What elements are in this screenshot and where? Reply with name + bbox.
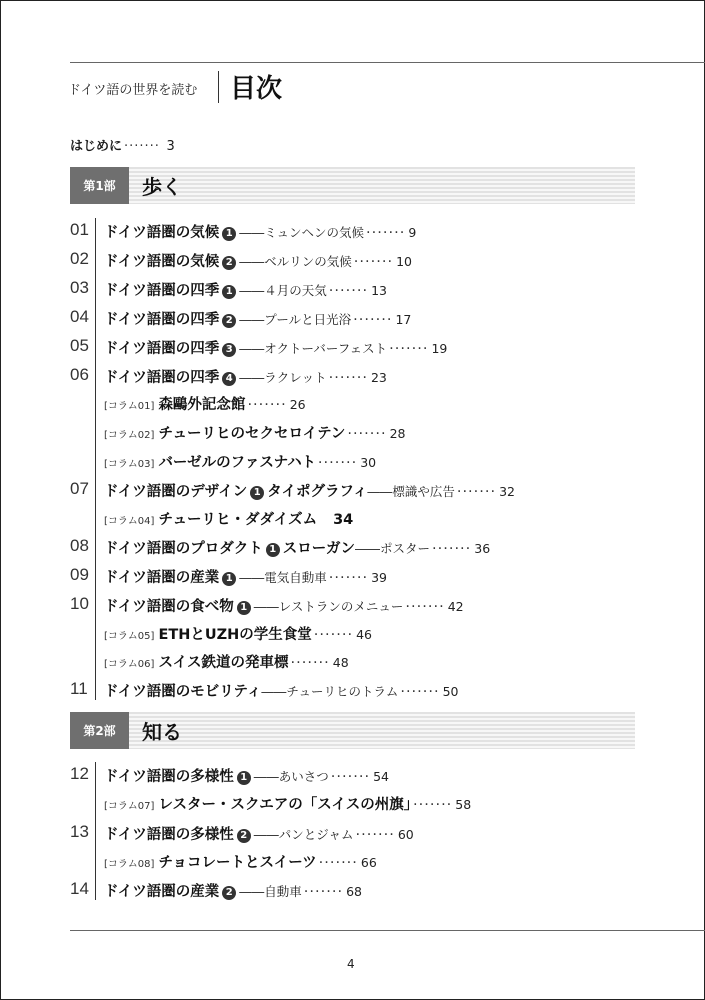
page-title: 目次 [230,74,283,104]
toc-chapter-entry[interactable] [70,363,670,389]
entry-subtitle: チューリヒのトラム [286,684,399,699]
entry-title: ドイツ語圏の気候 [104,254,220,270]
toc-chapter-entry[interactable] [70,477,670,503]
column-tag: [コラム02] [104,430,155,441]
leader-dots: ······· [405,599,445,615]
leader-dots: ······· [317,455,358,471]
leader-dots: ······· [400,684,440,700]
toc-column-entry[interactable] [70,448,670,474]
entry-text [104,480,515,501]
chapter-number: 03 [70,278,89,297]
leader-dots: ······· [313,627,354,643]
leader-dots: ······· [389,341,429,357]
entry-page: 46 [356,627,372,642]
entry-page: 26 [289,397,306,412]
part-header-2 [70,712,635,749]
entry-subtitle: ベルリンの気候 [264,254,352,269]
leader-dots: ······· [330,769,371,785]
part-number-badge: 2 [237,829,251,843]
entry-text [104,595,464,616]
entry-page: 23 [370,370,387,385]
top-rule [70,62,705,63]
part-header-1 [70,167,635,204]
toc-column-entry[interactable] [70,419,670,445]
leader-dots: ······· [366,225,406,241]
intro-title: はじめに [70,139,123,154]
entry-title-secondary: タイポグラフィ [267,484,368,500]
entry-title: ドイツ語圏のプロダクト [104,541,263,557]
entry-page: 48 [332,655,349,670]
toc-chapter-entry[interactable] [70,305,670,331]
entry-dash: ―― [367,484,393,499]
leader-dots: ······· [353,312,393,328]
leader-dots: ······· [247,397,287,413]
entry-text [104,851,377,872]
entry-title-secondary: スローガン [282,541,355,557]
toc-chapter-entry[interactable] [70,334,670,360]
toc-chapter-entry[interactable] [70,877,670,903]
entry-page: 60 [397,827,414,842]
toc-column-entry[interactable] [70,390,670,416]
entry-text [104,680,459,701]
leader-dots: ······· [347,426,387,442]
column-tag: [コラム01] [104,401,155,412]
part-band [129,167,635,204]
leader-dots: ······· [355,827,395,843]
entry-dash: ―― [239,341,265,356]
entry-text [104,221,416,242]
toc-chapter-entry[interactable] [70,592,670,618]
part-number-badge: 2 [222,256,236,270]
entry-page: 10 [396,254,412,269]
column-tag: [コラム07] [104,801,155,812]
entry-page: 28 [389,426,406,441]
part-number-badge: 1 [222,572,236,586]
entry-subtitle: ポスター [380,541,431,556]
chapter-number: 10 [70,594,89,613]
entry-title: ドイツ語圏の四季 [104,312,220,328]
toc-intro-entry[interactable] [70,135,175,154]
part-number-badge: 1 [237,771,251,785]
book-title: ドイツ語の世界を読む [68,83,198,98]
part-band [129,712,635,749]
toc-chapter-entry[interactable] [70,247,670,273]
chapter-number: 09 [70,565,89,584]
entry-title: ETHとUZHの学生食堂 [158,627,312,643]
leader-dots: ······· [124,139,160,154]
chapter-number: 12 [70,764,89,783]
toc-chapter-entry[interactable] [70,276,670,302]
entry-text [104,366,387,387]
toc-chapter-entry[interactable] [70,218,670,244]
part-title: 知る [142,720,182,744]
column-tag: [コラム08] [104,859,155,870]
part-label: 第2部 [70,712,129,749]
entry-text [104,765,389,786]
entry-subtitle: 標識や広告 [392,484,455,499]
entry-title: ドイツ語圏の産業 [104,570,220,586]
toc-chapter-entry[interactable] [70,762,670,788]
entry-text [104,823,414,844]
entry-title: チューリヒのセクセロイテン [158,426,346,442]
entry-text [104,880,362,901]
entry-title: ドイツ語圏の四季 [104,283,220,299]
entry-dash: ―― [239,570,265,585]
part-number-badge: 2 [222,314,236,328]
part-number-badge: 2 [222,886,236,900]
chapter-number: 02 [70,249,89,268]
entry-text [104,793,471,814]
entry-title: バーゼルのファスナハト [158,455,316,471]
entry-title: ドイツ語圏の産業 [104,884,220,900]
entry-subtitle: あいさつ [278,769,329,784]
entry-title: ドイツ語圏のデザイン [104,484,248,500]
chapter-number: 01 [70,220,89,239]
entry-title: ドイツ語圏の気候 [104,225,220,241]
leader-dots: ······· [413,797,453,813]
leader-dots: ······· [290,655,330,671]
entry-dash: ―― [239,884,265,899]
entry-title: ドイツ語圏のモビリティ [104,684,262,700]
entry-dash: ―― [239,254,265,269]
entry-text [104,250,412,271]
leader-dots: ······· [353,254,394,270]
intro-page: 3 [166,139,175,154]
entry-text [104,537,490,558]
entry-title: ドイツ語圏の多様性 [104,769,234,785]
entry-subtitle: オクトーバーフェスト [264,341,388,356]
entry-page: 42 [447,599,464,614]
entry-title: スイス鉄道の発車標 [158,655,289,671]
entry-page: 36 [474,541,491,556]
entry-text [104,337,447,358]
part-number-badge: 4 [222,372,236,386]
part-number-badge: 1 [222,227,236,241]
column-tag: [コラム04] [104,516,155,527]
leader-dots: ······· [328,283,369,299]
entry-subtitle: 電気自動車 [264,570,327,585]
entry-title: ドイツ語圏の四季 [104,370,220,386]
entry-text [104,566,387,587]
entry-page: 17 [395,312,412,327]
entry-text [104,651,349,672]
entry-page: 50 [442,684,459,699]
entry-dash: ―― [239,225,265,240]
entry-text [104,422,406,443]
entry-title: 森鷗外記念館 [158,397,246,413]
part-number-badge: 1 [237,601,251,615]
entry-page: 9 [408,225,417,240]
column-tag: [コラム03] [104,459,155,470]
entry-dash: ―― [253,599,279,614]
entry-page: 54 [373,769,389,784]
part-label: 第1部 [70,167,129,204]
entry-subtitle: ４月の天気 [264,283,327,298]
toc-column-entry[interactable] [70,790,670,816]
entry-dash: ―― [261,684,287,699]
entry-text [104,393,306,414]
entry-text [104,623,372,644]
entry-subtitle: 自動車 [264,884,302,899]
bottom-rule [70,930,705,931]
entry-dash: ―― [253,827,279,842]
entry-title: レスター・スクエアの「スイスの州旗」 [158,797,412,813]
title-separator [218,71,219,103]
entry-page: 30 [360,455,377,470]
part-number-badge: 1 [222,285,236,299]
entry-page: 66 [360,855,377,870]
entry-page: 58 [455,797,472,812]
chapter-number: 14 [70,879,89,898]
entry-subtitle: パンとジャム [278,827,354,842]
chapter-number: 11 [70,679,88,698]
entry-page: 34 [333,512,354,528]
entry-title: ドイツ語圏の多様性 [104,827,234,843]
entry-dash: ―― [239,370,265,385]
page-number: 4 [347,957,355,971]
toc-column-entry[interactable] [70,620,670,646]
entry-title: ドイツ語圏の食べ物 [104,599,234,615]
chapter-number: 13 [70,822,89,841]
entry-subtitle: レストランのメニュー [278,599,404,614]
entry-subtitle: ミュンヘンの気候 [264,225,365,240]
chapter-number: 08 [70,536,89,555]
entry-page: 68 [346,884,362,899]
chapter-number: 05 [70,336,89,355]
chapter-number: 07 [70,479,89,498]
entry-text [104,451,376,472]
toc-chapter-entry[interactable] [70,677,670,703]
toc-column-entry[interactable] [70,505,670,531]
toc-column-entry[interactable] [70,648,670,674]
entry-subtitle: プールと日光浴 [264,312,352,327]
column-tag: [コラム06] [104,659,155,670]
entry-dash: ―― [355,541,380,556]
toc-column-entry[interactable] [70,848,670,874]
leader-dots: ······· [456,484,497,500]
entry-page: 13 [371,283,387,298]
entry-title: チョコレートとスイーツ [158,855,317,871]
entry-dash: ―― [253,769,279,784]
entry-dash: ―― [239,283,265,298]
column-tag: [コラム05] [104,631,155,642]
entry-page: 39 [371,570,387,585]
entry-subtitle: ラクレット [264,370,327,385]
entry-text [104,508,353,529]
leader-dots: ······· [303,884,344,900]
entry-page: 32 [499,484,516,499]
part-number-badge: 3 [222,343,236,357]
leader-dots: ······· [432,541,472,557]
chapter-number: 04 [70,307,89,326]
entry-dash: ―― [239,312,265,327]
entry-title: ドイツ語圏の四季 [104,341,220,357]
entry-title: チューリヒ・ダダイズム [158,512,318,528]
entry-text [104,308,411,329]
leader-dots: ······· [328,370,368,386]
entry-page: 19 [431,341,448,356]
toc-chapter-entry[interactable] [70,820,670,846]
toc-chapter-entry[interactable] [70,534,670,560]
part-number-badge: 1 [250,486,264,500]
chapter-number: 06 [70,365,89,384]
part-number-badge: 1 [266,543,280,557]
leader-dots: ······· [328,570,369,586]
toc-chapter-entry[interactable] [70,563,670,589]
entry-text [104,279,387,300]
leader-dots: ······· [318,855,358,871]
part-title: 歩く [142,175,182,199]
